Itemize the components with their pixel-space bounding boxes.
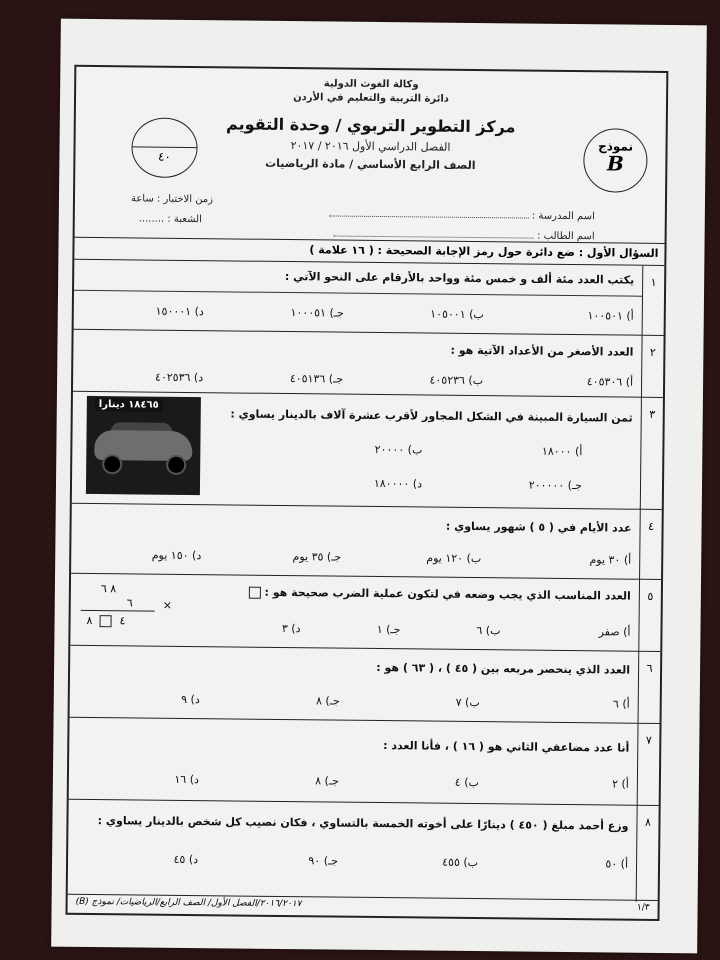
option-d[interactable]: د) ١٥٠٠٠١: [155, 304, 204, 319]
option-d[interactable]: د) ٩: [181, 692, 200, 707]
question-item: [70, 573, 661, 652]
center-title: مركز التطوير التربوي / وحدة التقويم: [225, 114, 516, 137]
question-number: ٤: [639, 510, 662, 580]
logo-line-2: دائرة التربية والتعليم في الأردن: [293, 92, 450, 105]
blank-box: [249, 587, 261, 599]
question-item: [74, 259, 665, 336]
semester-text: الفصل الدراسي الأول ٢٠١٦ / ٢٠١٧: [290, 139, 451, 154]
question-text: ثمن السيارة المبينة في الشكل المجاور لأقرب عشرة آلاف بالدينار يساوي :: [230, 407, 633, 425]
question-text: وزع أحمد مبلغ ( ٤٥٠ ) دينارًا على أخوته الخمسة بالتساوي ، فكان نصيب كل شخص بالدينار يساوي :: [97, 814, 629, 833]
option-a[interactable]: أ) ٦: [612, 697, 630, 711]
exam-paper: [51, 19, 707, 954]
question-number: ٣: [640, 398, 663, 510]
option-c[interactable]: جـ) ٤٠٥١٣٦: [289, 372, 344, 386]
question-number: ٥: [638, 580, 661, 652]
mult-middle: ٦: [126, 596, 133, 610]
question-number: ٨: [636, 806, 659, 902]
mult-blank-box: [100, 615, 112, 627]
mult-rule: [81, 610, 155, 612]
option-b[interactable]: ب) ٤٠٥٢٣٦: [429, 373, 484, 388]
option-b[interactable]: ب) ٦: [476, 624, 501, 638]
question-item: [71, 503, 662, 580]
logo-line-1: وكالة الغوث الدولية: [323, 78, 419, 91]
model-label: نموذج: [598, 139, 634, 154]
mult-result-right: ٨: [86, 613, 93, 628]
option-a[interactable]: أ) ٤٠٥٣٠٦: [586, 375, 634, 389]
option-b[interactable]: ب) ٤٥٥: [442, 855, 479, 870]
question-item: [70, 645, 661, 724]
model-value: B: [606, 151, 624, 176]
car-price-tag: ١٨٤٦٥ دينارا: [95, 398, 163, 412]
option-a[interactable]: أ) ١٠٠٥٠١: [587, 309, 634, 323]
option-b[interactable]: ب) ١٠٥٠٠١: [430, 307, 484, 322]
option-a[interactable]: أ) ١٨٠٠٠: [541, 444, 583, 459]
question-1-title: السؤال الأول : ضع دائرة حول رمز الإجابة الصحيحة : ( ١٦ علامة ): [309, 243, 659, 260]
multiplication-problem: [80, 582, 181, 633]
section-label: الشعبة : ........: [138, 213, 202, 226]
duration-label: زمن الاختبار : ساعة: [130, 193, 214, 206]
question-divider: [74, 290, 642, 297]
page-number: ١/٣: [636, 902, 650, 913]
option-a[interactable]: أ) ٢: [612, 777, 629, 791]
logo: [76, 75, 666, 109]
question-number: ١: [642, 266, 665, 336]
question-item: [72, 391, 663, 510]
question-item: [69, 717, 660, 806]
question-text-main: العدد المناسب الذي يجب وضعه في لتكون عملية الضرب صحيحة هو :: [264, 585, 631, 603]
score-circle: [131, 117, 198, 178]
question-text: يكتب العدد مئة ألف و خمس مئة وواحد بالأرقام على النحو الآتي :: [284, 270, 635, 287]
question-text: أنا عدد مضاعفي الثاني هو ( ١٦ ) ، فأنا العدد :: [383, 739, 630, 755]
option-b[interactable]: ب) ٧: [455, 695, 480, 710]
question-text: عدد الأيام في ( ٥ ) شهور يساوي :: [445, 519, 632, 535]
model-circle: [583, 128, 648, 193]
option-c[interactable]: جـ) ٣٥ يوم: [292, 550, 342, 564]
option-a[interactable]: أ) ٣٠ يوم: [589, 553, 632, 567]
mult-operator: ×: [162, 598, 173, 612]
school-name-dots: [329, 207, 529, 218]
mult-result: [87, 614, 126, 627]
student-name-dots: [334, 228, 534, 239]
option-d[interactable]: د) ١٦: [174, 772, 199, 787]
option-d[interactable]: د) ٣: [281, 621, 301, 636]
school-name-label: اسم المدرسة :: [531, 210, 595, 223]
option-c[interactable]: جـ) ٨: [315, 774, 339, 788]
option-d[interactable]: د) ٤٥: [173, 852, 199, 867]
option-d[interactable]: د) ٤٠٢٥٣٦: [154, 370, 204, 385]
option-c[interactable]: جـ) ٨: [315, 694, 340, 708]
footer-label: ٢٠١٦/٢٠١٧/الفصل الأول/ الصف الرابع/الرياضيات/ نموذج (B): [75, 896, 302, 910]
car-wheel: [102, 454, 122, 474]
student-name-label: اسم الطالب :: [537, 230, 595, 243]
option-d[interactable]: د) ١٥٠ يوم: [151, 548, 202, 563]
car-wheel: [166, 455, 186, 475]
question-text: [249, 586, 631, 603]
question-text: العدد الأصغر من الأعداد الآتية هو :: [450, 343, 634, 359]
question-number: ٦: [638, 652, 661, 724]
option-b[interactable]: ب) ١٢٠ يوم: [426, 551, 482, 566]
option-a[interactable]: أ) صفر: [598, 625, 631, 639]
grade-subject-text: الصف الرابع الأساسي / مادة الرياضيات: [265, 156, 476, 172]
question-item: [68, 799, 659, 902]
exam-header: [74, 67, 666, 265]
car-image: [86, 396, 201, 495]
score-total: ٤٠: [157, 149, 171, 164]
question-item: [73, 329, 664, 398]
question-number: ٧: [637, 724, 660, 806]
option-c[interactable]: جـ) ٢٠٠٠٠٠: [528, 478, 583, 493]
option-c[interactable]: جـ) ١٠٠٠٥١: [290, 306, 344, 320]
option-b[interactable]: ب) ٤: [454, 775, 479, 790]
option-b[interactable]: ب) ٢٠٠٠٠: [374, 442, 423, 457]
school-name-field[interactable]: [329, 207, 595, 222]
option-a[interactable]: أ) ٥٠: [605, 857, 629, 871]
question-text: العدد الذي ينحصر مربعه بين ( ٤٥ ) ، ( ٦٣ ) هو :: [376, 660, 631, 677]
score-divider: [133, 146, 197, 148]
question-number: ٢: [641, 336, 664, 398]
exam-sheet: [65, 65, 668, 921]
option-c[interactable]: جـ) ١: [376, 622, 401, 637]
option-c[interactable]: جـ) ٩٠: [308, 854, 339, 868]
mult-top: ٨ ٦: [100, 582, 117, 596]
option-d[interactable]: د) ١٨٠٠٠٠: [373, 476, 423, 491]
mult-result-left: ٤: [119, 614, 126, 628]
